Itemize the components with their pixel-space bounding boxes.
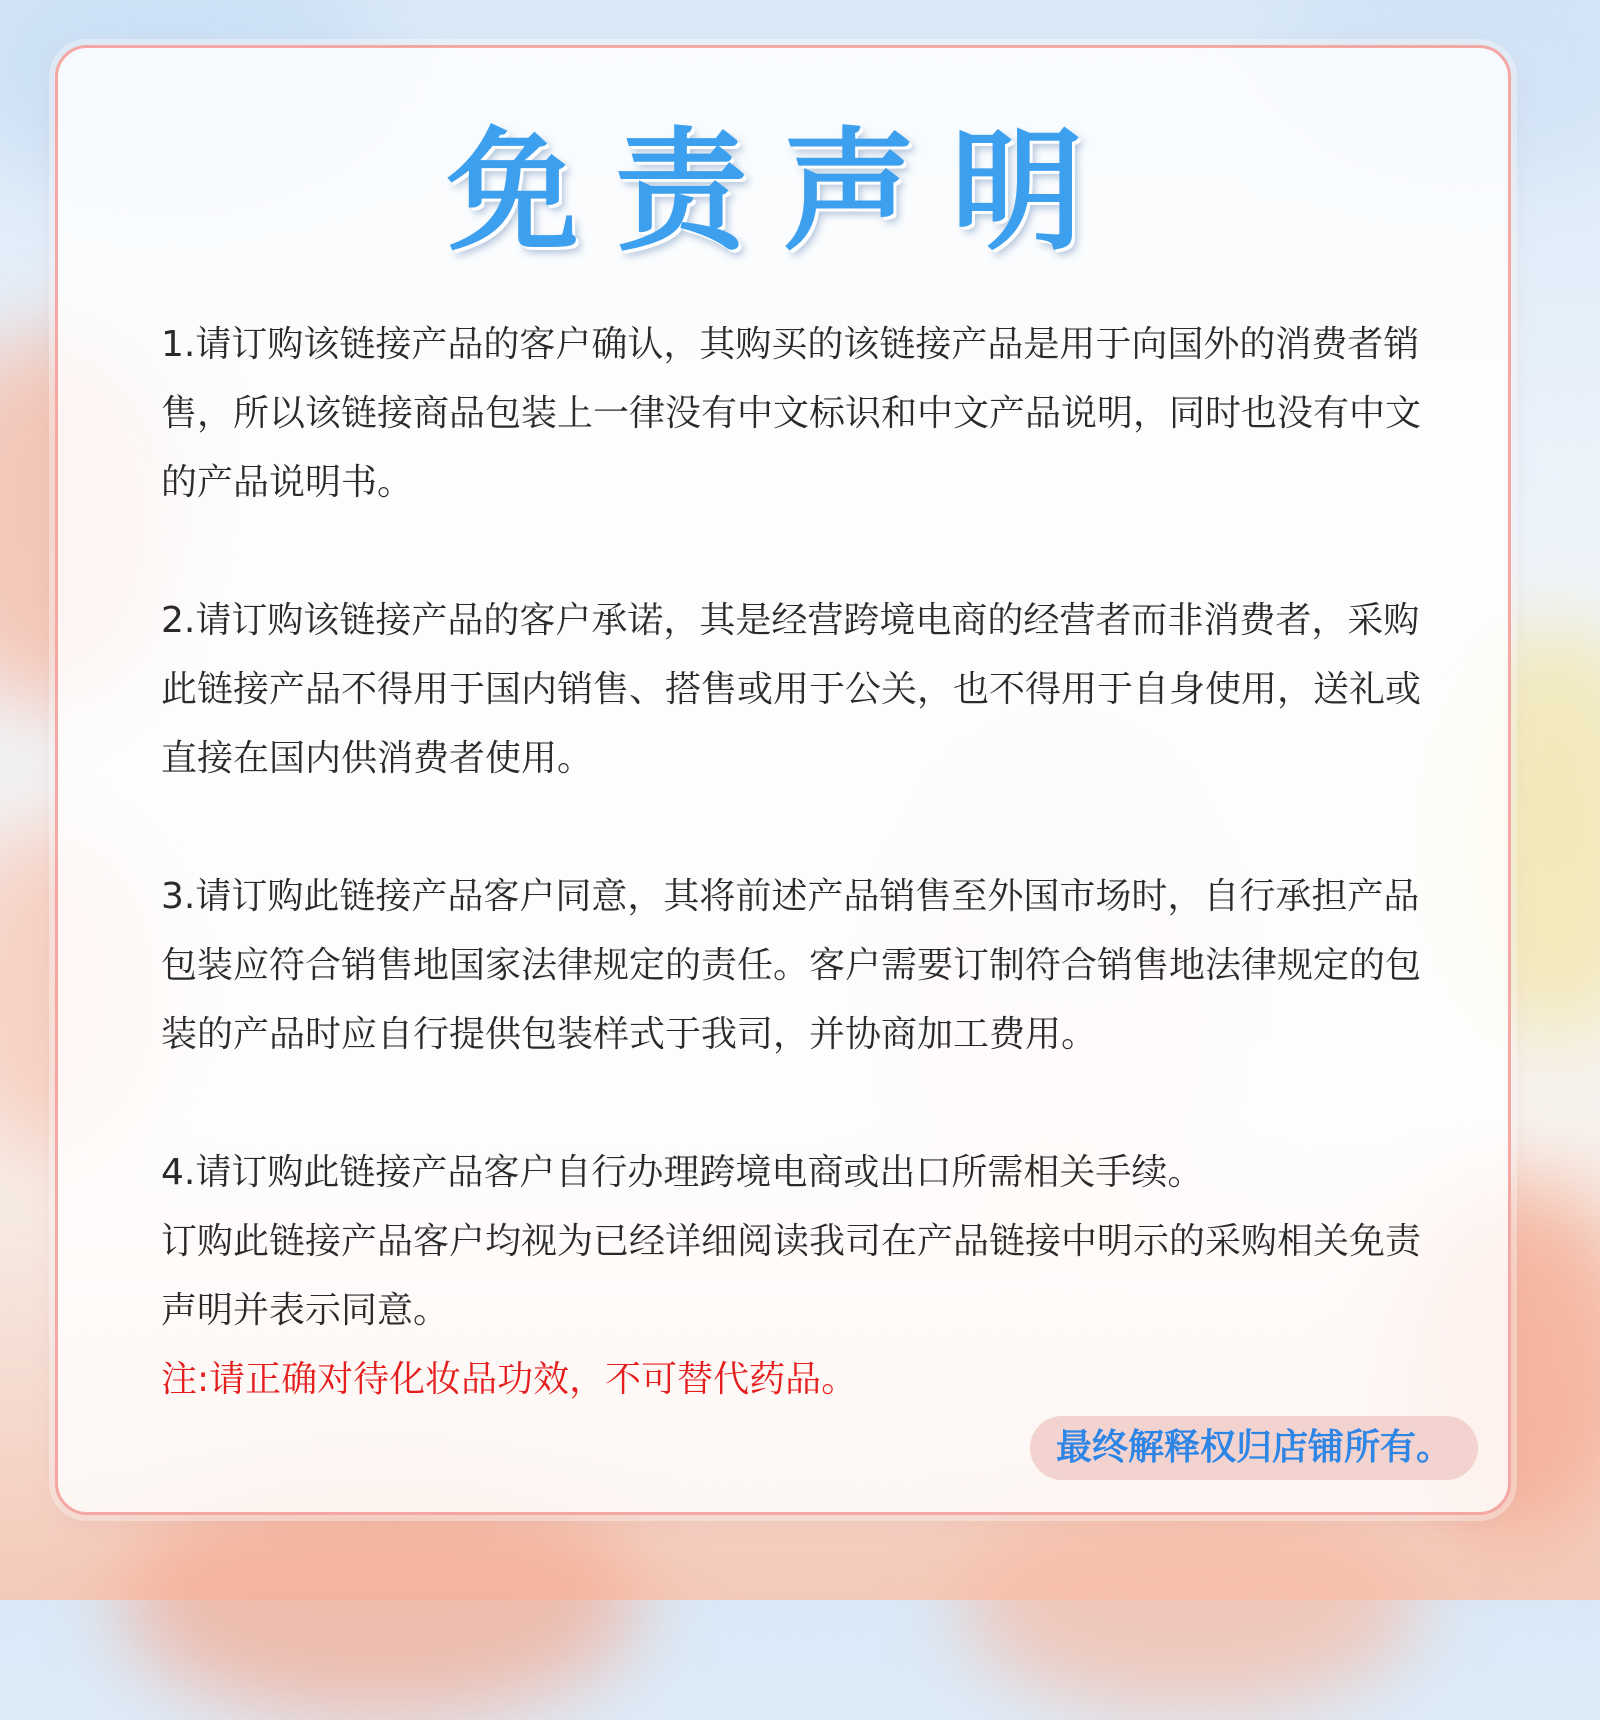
final-interpretation-badge: 最终解释权归店铺所有。 [1030,1416,1478,1480]
page-title: 免责声明 [447,114,1119,269]
background-flower-blur [120,1480,640,1720]
agreement-statement: 订购此链接产品客户均视为已经详细阅读我司在产品链接中明示的采购相关免责声明并表示同意。 [161,1221,1422,1331]
disclaimer-body [161,310,1426,1414]
disclaimer-item-4: 4.请订购此链接产品客户自行办理跨境电商或出口所需相关手续。 [161,1152,1204,1193]
cosmetics-note: 注:请正确对待化妆品功效，不可替代药品。 [161,1359,858,1400]
disclaimer-item-2: 2.请订购该链接产品的客户承诺，其是经营跨境电商的经营者而非消费者，采购此链接产品不得用于国内销售、搭售或用于公关，也不得用于自身使用，送礼或直接在国内供消费者使用。 [161,600,1422,779]
disclaimer-item-3: 3.请订购此链接产品客户同意，其将前述产品销售至外国市场时，自行承担产品包装应符合销售地国家法律规定的责任。客户需要订制符合销售地法律规定的包装的产品时应自行提供包装样式于我司，并协商加工费用。 [161,876,1422,1055]
background-flower-blur [960,1490,1420,1710]
disclaimer-item-1: 1.请订购该链接产品的客户确认，其购买的该链接产品是用于向国外的消费者销售，所以该链接商品包装上一律没有中文标识和中文产品说明，同时也没有中文的产品说明书。 [161,324,1422,503]
disclaimer-card [55,45,1511,1515]
